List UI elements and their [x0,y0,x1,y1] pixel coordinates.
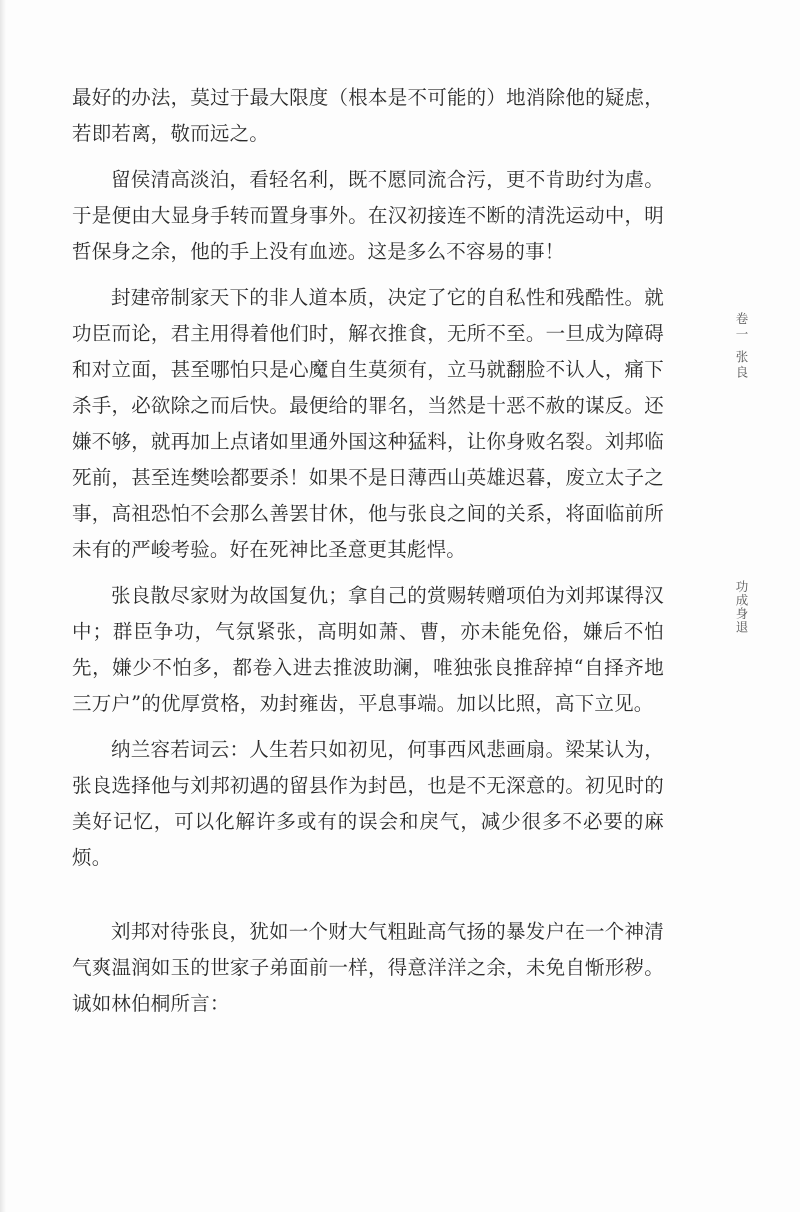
body-text [72,80,664,1032]
paragraph-continuation: 最好的办法，莫过于最大限度（根本是不可能的）地消除他的疑虑，若即若离，敬而远之。 [72,86,664,145]
paragraph: 封建帝制家天下的非人道本质，决定了它的自私性和残酷性。就功臣而论，君主用得着他们时，解衣推食，无所不至。一旦成为障碍和对立面，甚至哪怕只是心魔自生莫须有，立马就翻脸不认人，痛下杀手，必欲除之而后快。最便给的罪名，当然是十恶不赦的谋反。还嫌不够，就再加上点诸如里通外国这种猛料，让你身败名裂。刘邦临死前，甚至连樊哙都要杀！如果不是日薄西山英雄迟暮，废立太子之事，高祖恐怕不会那么善罢甘休，他与张良之间的关系，将面临前所未有的严峻考验。好在死神比圣意更其彪悍。 [72,286,664,561]
running-head-chapter: 卷一 张良 [734,312,749,381]
paragraph: 纳兰容若词云：人生若只如初见，何事西风悲画扇。梁某认为，张良选择他与刘邦初遇的留县作为封邑，也是不无深意的。初见时的美好记忆，可以化解许多或有的误会和戾气，减少很多不必要的麻烦。 [72,738,664,869]
paragraph: 留侯清高淡泊，看轻名利，既不愿同流合污，更不肯助纣为虐。于是便由大显身手转而置身事外。在汉初接连不断的清洗运动中，明哲保身之余，他的手上没有血迹。这是多么不容易的事！ [72,168,664,263]
paragraph: 刘邦对待张良，犹如一个财大气粗趾高气扬的暴发户在一个神清气爽温润如玉的世家子弟面前一样，得意洋洋之余，未免自惭形秽。诚如林伯桐所言： [72,920,664,1015]
running-head-section: 功成身退 [734,580,749,634]
paragraph: 张良散尽家财为故国复仇；拿自己的赏赐转赠项伯为刘邦谋得汉中；群臣争功，气氛紧张，高明如萧、曹，亦未能免俗，嫌后不怕先，嫌少不怕多，都卷入进去推波助澜，唯独张良推辞掉“自择齐地三万户”的优厚赏格，劝封雍齿，平息事端。加以比照，高下立见。 [72,584,664,715]
page-fold-shadow [0,0,6,1212]
